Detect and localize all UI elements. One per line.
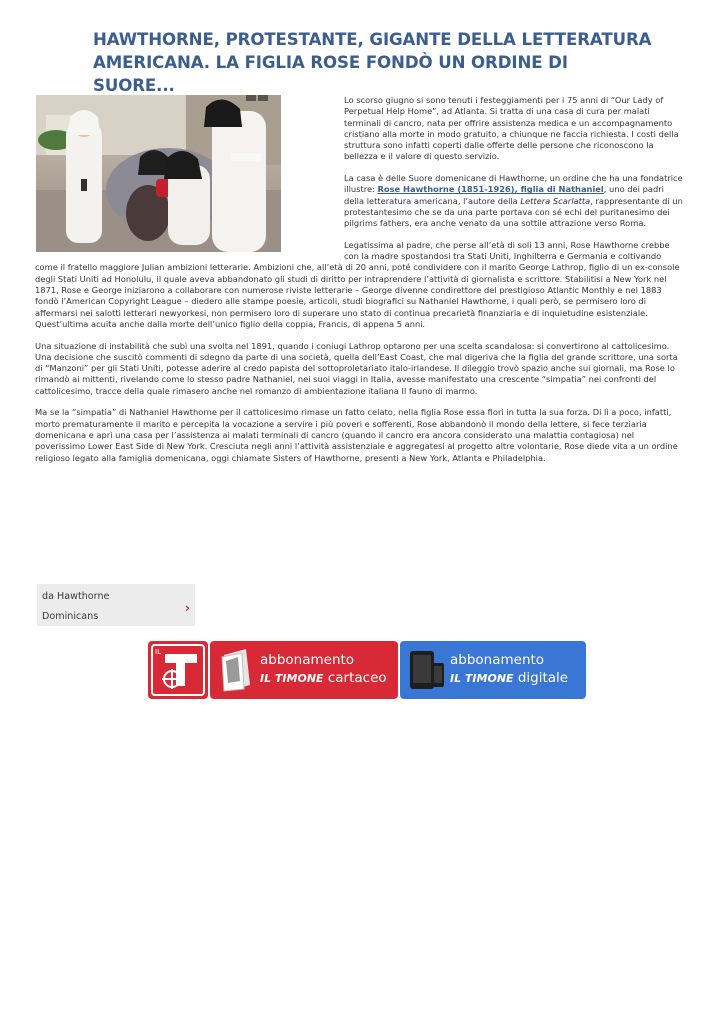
digital-line-2 [450, 670, 568, 687]
digital-line-2-label: digitale [517, 670, 569, 686]
source-link[interactable] [37, 584, 195, 626]
paragraph-2-text-b: , uno dei padri della letteratura americana, l’autore della [344, 184, 664, 206]
paragraph-3: Legatissima al padre, che perse all’età di soli 13 anni, Rose Hawthorne crebbe con la madre spostandosi tra Stati Uniti, Inghilterra e Germania e coltivando come il fratello maggiore Julian ambizioni letterarie. Ambizioni che, all’età di 20 anni, poté condividere con il marito George Lathrop, figlio di un ex-console degli Stati Uniti ad Honolulu, il quale aveva abbandonato gli studi di diritto per intraprendere l’attività di giornalista e scrittore. Stabilitisi a New York nel 1871, Rose e George iniziarono a collaborare con numerose riviste letterarie – George divenne condirettore del prestigioso Atlantic Monthly e nel 1883 fondò l’American Copyright League – diedero alle stampe poesie, articoli, studi biografici su Nathaniel Hawthorne, i quali però, se permisero loro di affermarsi nei salotti letterari newyorkesi, non permisero loro di superare uno stato di continua precarietà finanziaria e di inquietudine esistenziale. Quest’ultima acuita anche dalla morte dell’unico figlio della coppia, Francis, di appena 5 anni. [35, 239, 680, 329]
svg-text:IL: IL [155, 648, 161, 656]
paragraph-4: Una situazione di instabilità che subì una svolta nel 1891, quando i coniugi Lathrop optarono per una scelta scandalosa: si convertirono al cattolicesimo. Una decisione che suscitò commenti di sdegno da parte di una società, quella dell’East Coast, che mal digeriva che la figlia del grande scrittore, una sorta di “Manzoni” per gli Stati Uniti, potesse aderire al credo papista del sottoproletariato italo-irlandese. Il dileggio trovò spazio anche sui giornali, ma Rose lo rimandò ai mittenti, rivelando come lo stesso padre Nathaniel, nei suoi viaggi in Italia, avesse manifestato una crescente “simpatia” nei confronti del cattolicesimo, tracce della quale rimasero anche nel romanzo di ambientazione italiana Il fauno di marmo. [35, 340, 678, 396]
paragraph-5: Ma se la “simpatia” di Nathaniel Hawthorne per il cattolicesimo rimase un fatto celato, nella figlia Rose essa fiorì in tutta la sua forza. Di lì a poco, infatti, morto prematuramente il marito e percepita la vocazione a servire i più poveri e sofferenti, Rose abbandonò il mondo della lettere, si fece terziaria domenicana e aprì una casa per l’assistenza ai malati terminali di cancro (quando il cancro era ancora considerato una malattia contagiosa) nel poverissimo Lower East Side di New York. Cresciuta negli anni l’attività assistenziale e aggregatesi al progetto altre volontarie, Rose diede vita a un ordine religioso legato alla famiglia domenicana, oggi chiamate Sisters of Hawthorne, presenti a New York, Atlanta e Philadelphia. [35, 407, 678, 463]
source-line-2: Dominicans [42, 611, 99, 622]
digital-brand: IL TIMONE [450, 672, 514, 685]
print-line-1: abbonamento [260, 652, 355, 668]
article-title: HAWTHORNE, PROTESTANTE, GIGANTE DELLA LETTERATURA AMERICANA. LA FIGLIA ROSE FONDÒ UN ORDINE DI SUORE... [93, 30, 652, 95]
print-line-2 [260, 670, 387, 687]
paragraph-2-text-a: La casa è delle Suore domenicane di Hawthorne, un ordine che ha una fondatrice illustre: [344, 173, 683, 195]
digital-line-1: abbonamento [450, 652, 545, 668]
paragraph-2-text-c: , rappresentante di un protestantesimo che se da una parte portava con sé echi del puritanesimo dei pilgrims fathers, era anche venato da una sottile attrazione verso Roma. [344, 195, 683, 229]
article-body [35, 95, 686, 474]
chevron-right-icon: › [185, 601, 190, 615]
rose-hawthorne-link[interactable]: Rose Hawthorne (1851-1926), figlia di Nathaniel [377, 184, 604, 195]
subscription-banner [148, 641, 586, 699]
print-subscription-button[interactable] [210, 641, 398, 699]
image-float-spacer [35, 95, 344, 254]
il-timone-logo [148, 641, 208, 699]
lettera-scarlatta-title: Lettera Scarlatta [520, 195, 591, 206]
print-brand: IL TIMONE [260, 672, 324, 685]
magazine-icon [218, 647, 254, 693]
digital-subscription-button[interactable] [400, 641, 586, 699]
tablet-phone-icon [408, 649, 446, 691]
print-line-2-label: cartaceo [327, 670, 387, 686]
source-line-1: da Hawthorne [42, 591, 110, 602]
paragraph-1: Lo scorso giugno si sono tenuti i festeggiamenti per i 75 anni di “Our Lady of Perpetual Help Home”, ad Atlanta. Si tratta di una casa di cura per malati terminali di cancro, nata per offrire assistenza medica e un accompagnamento cristiano alla morte in modo gratuito, a chiunque ne faccia richiesta. I costi della struttura sono infatti coperti dalle offerte delle persone che riconoscono la bellezza e il valore di questo servizio. [344, 95, 679, 162]
